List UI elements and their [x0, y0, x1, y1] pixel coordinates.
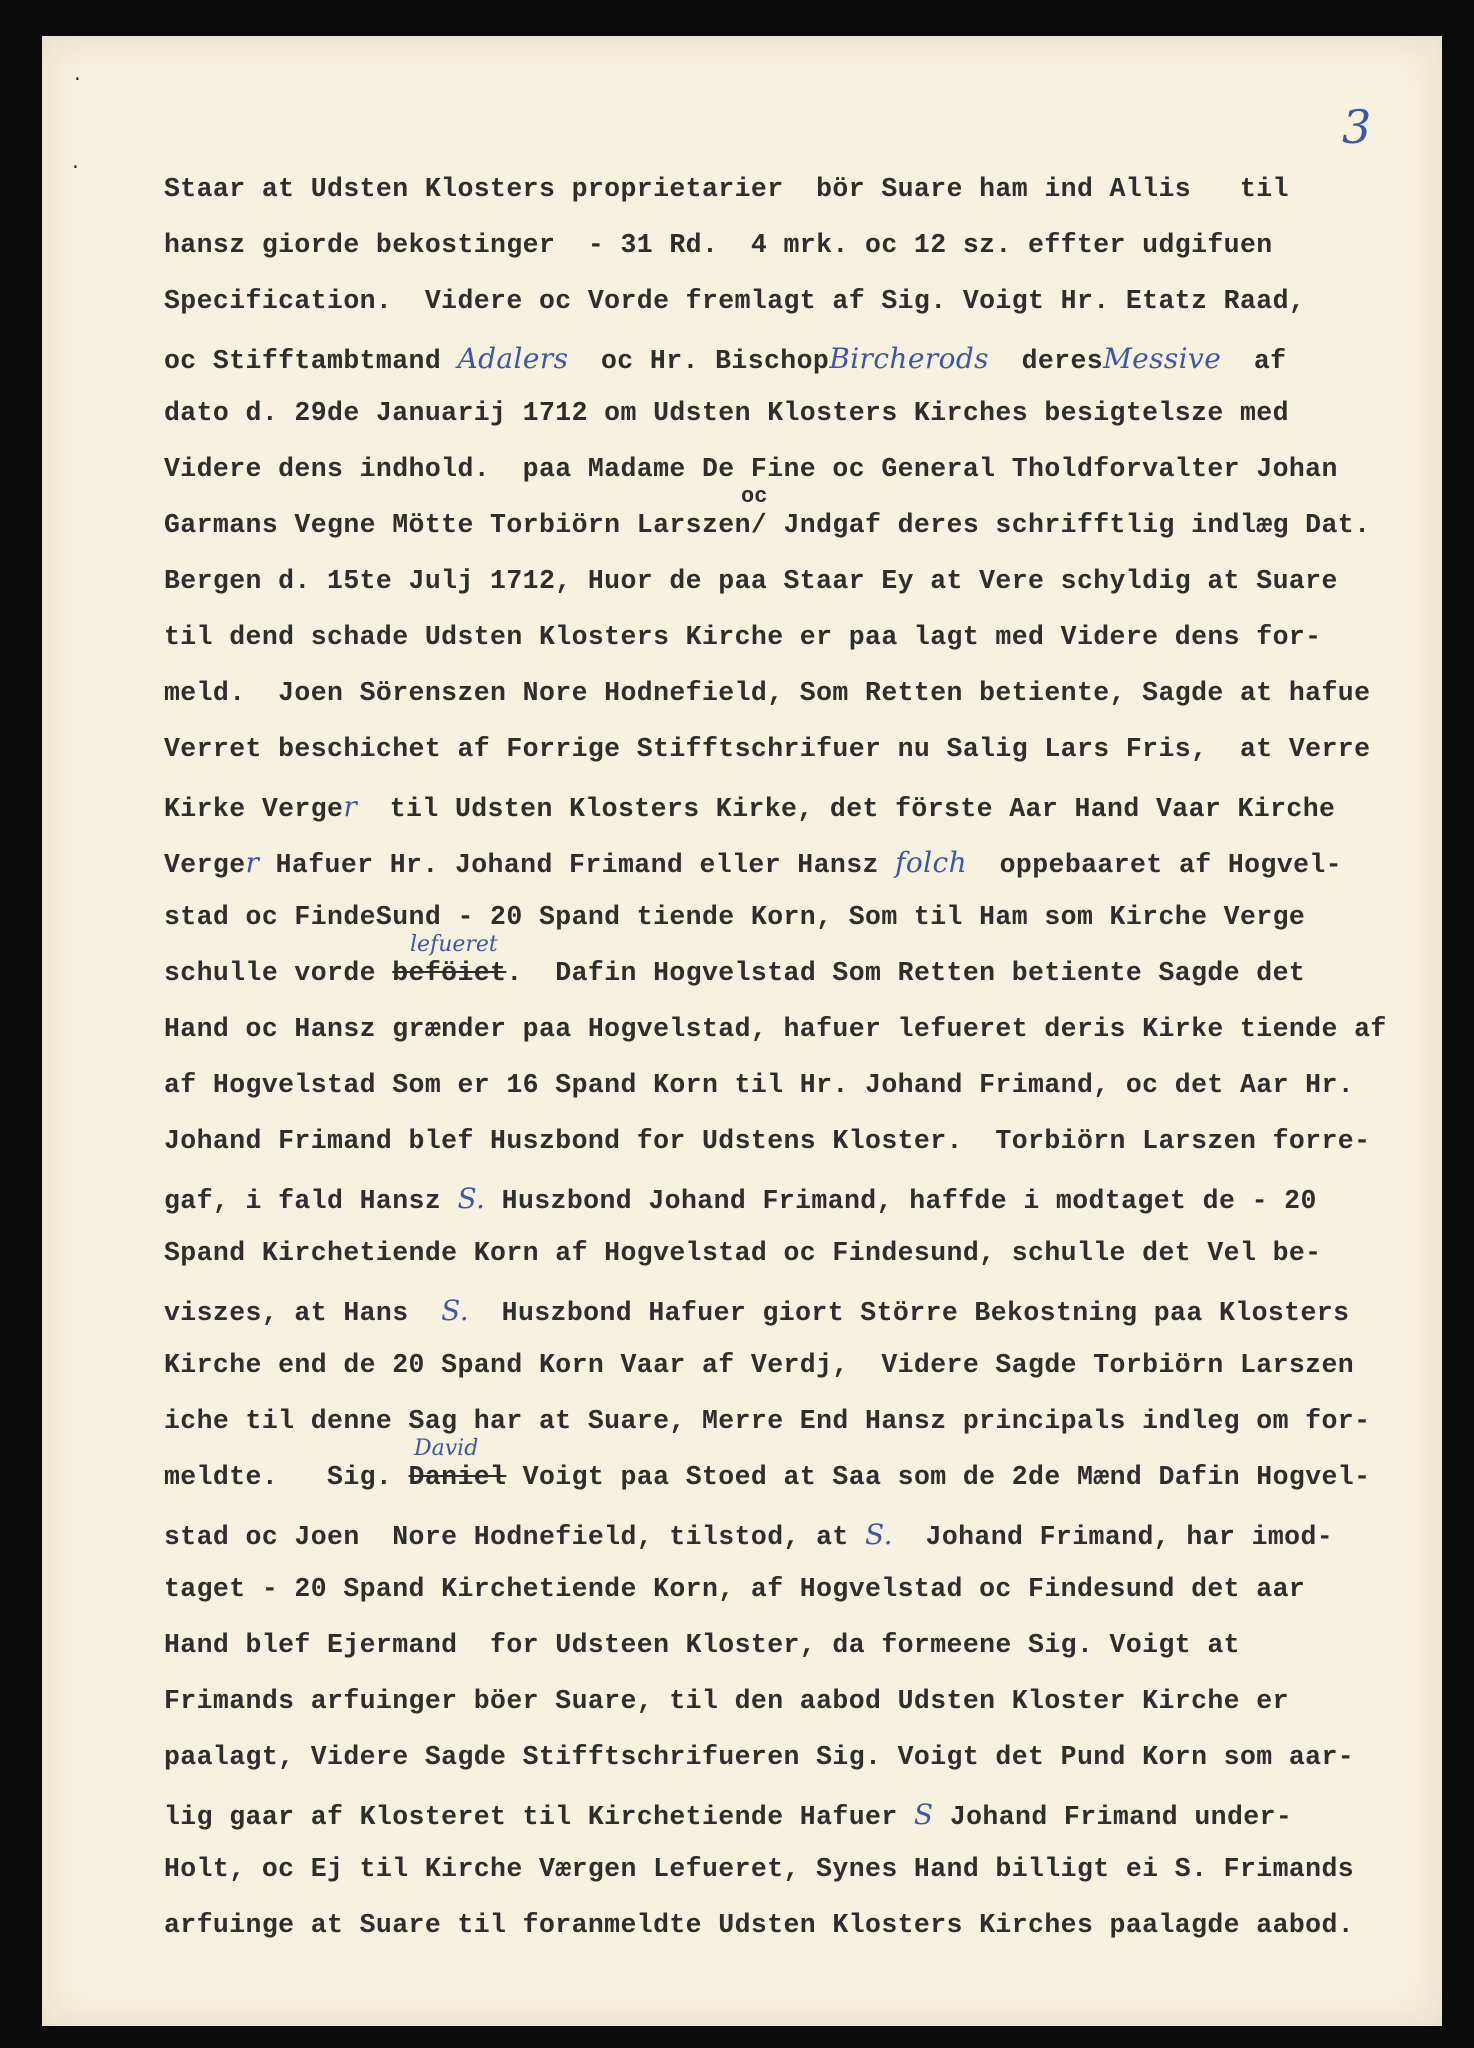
handwritten-insert: David	[414, 1436, 479, 1461]
handwritten-insert: lefueret	[410, 932, 498, 957]
struck-word: beföiet	[392, 958, 507, 988]
text-span: Huszbond Hafuer giort Större Bekostning paa Klosters	[469, 1298, 1350, 1328]
text-line	[164, 958, 1305, 988]
text-span: Voigt paa Stoed at Saa som de 2de Mænd Dafin Hogvel-	[506, 1462, 1371, 1492]
text-line: stad oc FindeSund - 20 Spand tiende Korn, Som til Ham som Kirche Verge	[164, 902, 1306, 932]
handwritten-abbrev: S	[913, 1798, 934, 1831]
text-line: Johand Frimand blef Huszbond for Udstens Kloster. Torbiörn Larszen forre-	[164, 1126, 1371, 1156]
text-line: Garmans Vegne Mötte Torbiörn Larszen/ Jndgaf deres schrifftlig indlæg Dat.	[164, 510, 1371, 540]
text-span: til Udsten Klosters Kirke, det förste Aar Hand Vaar Kirche	[357, 794, 1336, 824]
handwritten-correction: r	[343, 790, 358, 823]
text-line	[164, 342, 1286, 376]
text-line: taget - 20 Spand Kirchetiende Korn, af Hogvelstad oc Findesund det aar	[164, 1574, 1306, 1604]
text-line	[164, 1518, 1333, 1552]
page-number: 3	[1342, 100, 1372, 154]
handwritten-abbrev: S.	[865, 1518, 893, 1551]
text-line: Staar at Udsten Klosters proprietarier bör Suare ham ind Allis til	[164, 174, 1289, 204]
text-line: Spand Kirchetiende Korn af Hogvelstad oc Findesund, schulle det Vel be-	[164, 1238, 1322, 1268]
handwritten-abbrev: S.	[457, 1182, 486, 1215]
text-line	[164, 846, 1342, 880]
text-line: Verret beschichet af Forrige Stifftschrifuer nu Salig Lars Fris, at Verre	[164, 734, 1371, 764]
text-line: arfuinge at Suare til foranmeldte Udsten Klosters Kirches paalagde aabod.	[164, 1910, 1355, 1940]
text-line: Hand blef Ejermand for Udsteen Kloster, da formeene Sig. Voigt at	[164, 1630, 1240, 1660]
text-line: Hand oc Hansz grænder paa Hogvelstad, hafuer lefueret deris Kirke tiende af	[164, 1014, 1387, 1044]
text-line: hansz giorde bekostinger - 31 Rd. 4 mrk. oc 12 sz. effter udgifuen	[164, 230, 1273, 260]
handwritten-name: Adalers	[457, 342, 569, 375]
text-span: viszes, at Hans	[164, 1298, 442, 1328]
text-line: iche til denne Sag har at Suare, Merre End Hansz principals indleg om for-	[164, 1406, 1371, 1436]
text-span: Johand Frimand under-	[933, 1802, 1293, 1832]
margin-mark: .	[70, 154, 81, 174]
text-span: oc Hr. Bischop	[568, 346, 830, 376]
text-line: Kirche end de 20 Spand Korn Vaar af Verdj, Videre Sagde Torbiörn Larszen	[164, 1350, 1355, 1380]
text-line: meld. Joen Sörenszen Nore Hodnefield, Som Retten betiente, Sagde at hafue	[164, 678, 1371, 708]
text-line: Frimands arfuinger böer Suare, til den aabod Udsten Kloster Kirche er	[164, 1686, 1289, 1716]
text-span: deres	[988, 346, 1104, 376]
text-line	[164, 1294, 1349, 1328]
margin-mark: .	[72, 66, 83, 86]
text-span: Hafuer Hr. Johand Frimand eller Hansz	[259, 850, 896, 880]
text-line: paalagt, Videre Sagde Stifftschrifueren Sig. Voigt det Pund Korn som aar-	[164, 1742, 1355, 1772]
text-span: . Dafin Hogvelstad Som Retten betiente Sagde det	[506, 958, 1306, 988]
handwritten-correction: r	[245, 846, 260, 879]
text-span: oc Stifftambtmand	[164, 346, 458, 376]
text-line: Specification. Videre oc Vorde fremlagt af Sig. Voigt Hr. Etatz Raad,	[164, 286, 1306, 316]
text-span: af	[1221, 346, 1287, 376]
text-span: Johand Frimand, har imod-	[892, 1522, 1334, 1552]
text-span: Kirke Verge	[164, 794, 344, 824]
interlinear-insert: oc	[741, 484, 768, 509]
text-line: Holt, oc Ej til Kirche Værgen Lefueret, Synes Hand billigt ei S. Frimands	[164, 1854, 1355, 1884]
text-span: Huszbond Johand Frimand, haffde i modtaget de - 20	[485, 1186, 1317, 1216]
handwritten-name: Bircherods	[829, 342, 989, 375]
handwritten-word: Messive	[1103, 342, 1222, 375]
text-span: schulle vorde	[164, 958, 393, 988]
text-line: Bergen d. 15te Julj 1712, Huor de paa Staar Ey at Vere schyldig at Suare	[164, 566, 1338, 596]
handwritten-word: folch	[895, 846, 968, 879]
text-span: meldte. Sig.	[164, 1462, 409, 1492]
text-line: af Hogvelstad Som er 16 Spand Korn til Hr. Johand Frimand, oc det Aar Hr.	[164, 1070, 1355, 1100]
text-span: gaf, i fald Hansz	[164, 1186, 458, 1216]
text-line	[164, 1462, 1370, 1492]
handwritten-abbrev: S.	[441, 1294, 470, 1327]
text-line	[164, 790, 1335, 824]
text-span: oppebaaret af Hogvel-	[967, 850, 1342, 880]
text-line	[164, 1798, 1292, 1832]
text-span: Verge	[164, 850, 246, 880]
text-line: dato d. 29de Januarij 1712 om Udsten Klosters Kirches besigtelsze med	[164, 398, 1289, 428]
text-line	[164, 1182, 1317, 1216]
text-span: lig gaar af Klosteret til Kirchetiende Hafuer	[164, 1802, 914, 1832]
text-line: til dend schade Udsten Klosters Kirche er paa lagt med Videre dens for-	[164, 622, 1322, 652]
text-line: Videre dens indhold. paa Madame De Fine oc General Tholdforvalter Johan	[164, 454, 1338, 484]
text-span: stad oc Joen Nore Hodnefield, tilstod, at	[164, 1522, 866, 1552]
struck-word: Daniel	[408, 1462, 507, 1492]
